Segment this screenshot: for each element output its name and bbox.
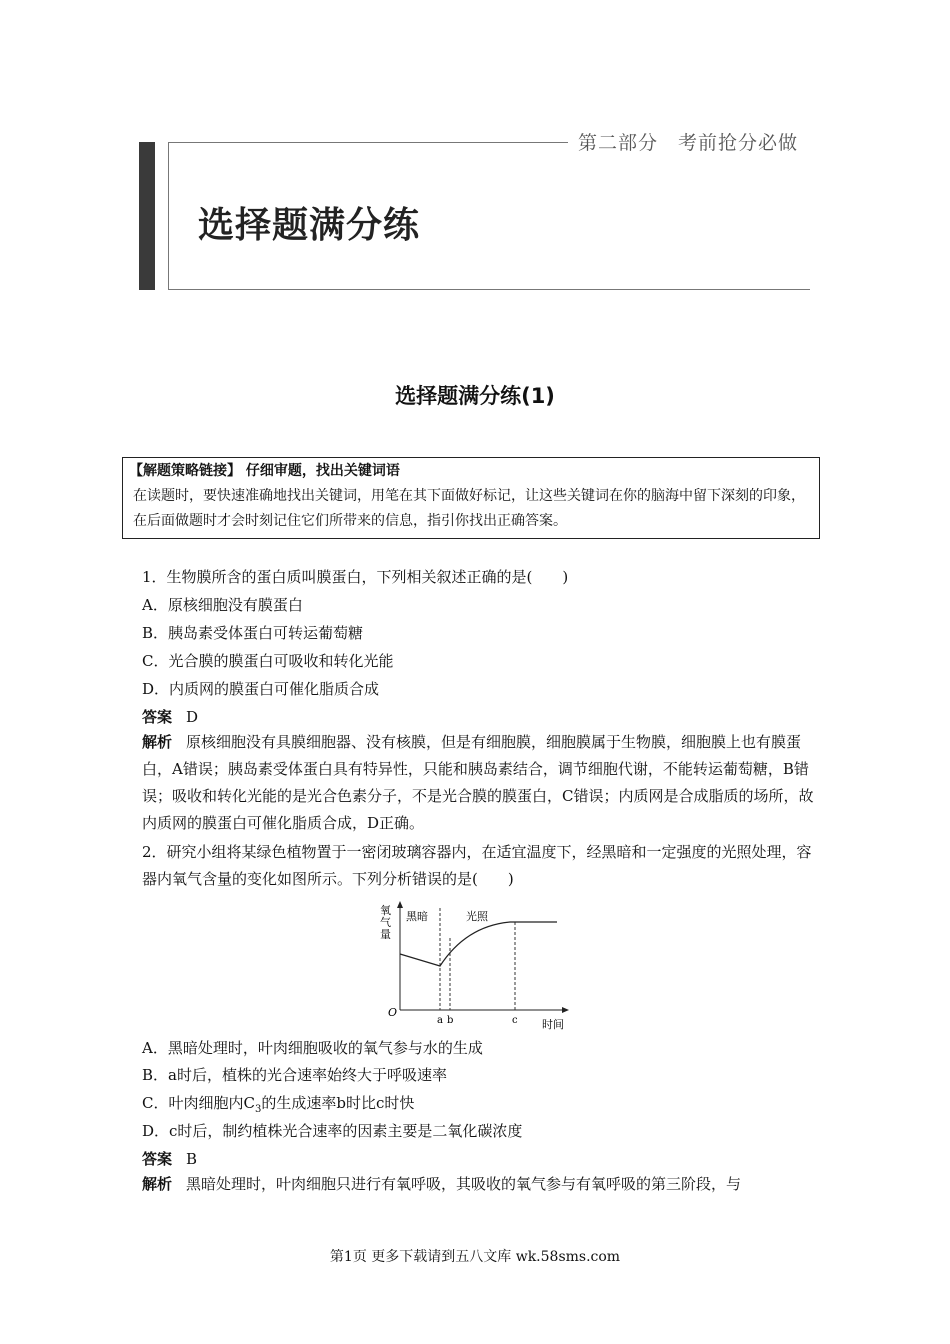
- answer-value: B: [186, 1150, 198, 1168]
- oxygen-graph: [370, 898, 580, 1030]
- tick-c: c: [512, 1015, 518, 1026]
- answer-value: D: [186, 708, 199, 726]
- y-axis-arrow: [397, 901, 403, 908]
- x-label: 时间: [542, 1018, 564, 1030]
- q2-option-b: B．a时后，植株的光合速率始终大于呼吸速率: [142, 1066, 447, 1084]
- page-footer: 第1页 更多下载请到五八文库 wk.58sms.com: [329, 1249, 621, 1265]
- q1-answer: [142, 706, 198, 727]
- dark-label: 黑暗: [406, 910, 428, 923]
- q1-option-c: C．光合膜的膜蛋白可吸收和转化光能: [142, 652, 394, 670]
- banner-bottom-rule: [168, 289, 810, 290]
- q1-option-b: B．胰岛素受体蛋白可转运葡萄糖: [142, 624, 364, 642]
- y-label-1: 氧: [380, 904, 391, 917]
- y-label-3: 量: [380, 928, 391, 941]
- analysis-label: 解析: [142, 733, 173, 751]
- tick-a: a: [437, 1015, 443, 1026]
- q1-analysis: [142, 729, 814, 837]
- q2-stem: 2．研究小组将某绿色植物置于一密闭玻璃容器内，在适宜温度下，经黑暗和一定强度的光照处理，容器内氧气含量的变化如图所示。下列分析错误的是( ): [142, 843, 812, 888]
- chapter-title: 选择题满分练: [198, 205, 421, 246]
- analysis-text: 原核细胞没有具膜细胞器、没有核膜，但是有细胞膜，细胞膜属于生物膜，细胞膜上也有膜蛋白，A错误；胰岛素受体蛋白具有特异性，只能和胰岛素结合，调节细胞代谢，不能转运葡萄糖，B错误；吸收和转化光能的是光合色素分子，不是光合膜的膜蛋白，C错误；内质网是合成脂质的场所，故内质网的膜蛋白可催化脂质合成，D正确。: [142, 733, 814, 832]
- origin-label: O: [388, 1006, 398, 1019]
- q1-stem: 1．生物膜所含的蛋白质叫膜蛋白，下列相关叙述正确的是( ): [142, 568, 569, 586]
- analysis-label: 解析: [142, 1175, 173, 1193]
- banner-left-rule: [168, 142, 169, 290]
- banner-top-rule: [168, 142, 568, 143]
- q2-option-c: [142, 1092, 414, 1115]
- q2-analysis: [142, 1171, 814, 1198]
- answer-label: 答案: [142, 1150, 173, 1168]
- q2-option-c-pre: C．叶肉细胞内C: [142, 1094, 255, 1112]
- strategy-heading: 【解题策略链接】 仔细审题，找出关键词语: [129, 463, 400, 479]
- q1-option-a: A．原核细胞没有膜蛋白: [142, 596, 303, 614]
- q2-option-a: A．黑暗处理时，叶肉细胞吸收的氧气参与水的生成: [142, 1039, 483, 1057]
- light-label: 光照: [466, 910, 488, 923]
- oxygen-curve: [400, 922, 557, 966]
- section-title: 选择题满分练(1): [395, 384, 555, 408]
- y-label-2: 气: [380, 916, 391, 929]
- banner-accent-bar: [139, 142, 155, 290]
- part-label: 第二部分 考前抢分必做: [578, 132, 799, 154]
- q2-option-c-post: 的生成速率b时比c时快: [261, 1094, 415, 1112]
- q2-answer: [142, 1148, 197, 1169]
- q2-option-c-sub: 3: [254, 1104, 262, 1115]
- answer-label: 答案: [142, 708, 173, 726]
- q2-option-d: D．c时后，制约植株光合速率的因素主要是二氧化碳浓度: [142, 1122, 523, 1140]
- strategy-box: [122, 457, 820, 539]
- tick-b: b: [447, 1015, 454, 1026]
- q1-option-d: D．内质网的膜蛋白可催化脂质合成: [142, 680, 380, 698]
- strategy-body: 在读题时，要快速准确地找出关键词，用笔在其下面做好标记，让这些关键词在你的脑海中留下深刻的印象，在后面做题时才会时刻记住它们所带来的信息，指引你找出正确答案。: [133, 488, 805, 529]
- x-axis-arrow: [562, 1007, 569, 1013]
- analysis-text: 黑暗处理时，叶肉细胞只进行有氧呼吸，其吸收的氧气参与有氧呼吸的第三阶段，与: [186, 1175, 742, 1193]
